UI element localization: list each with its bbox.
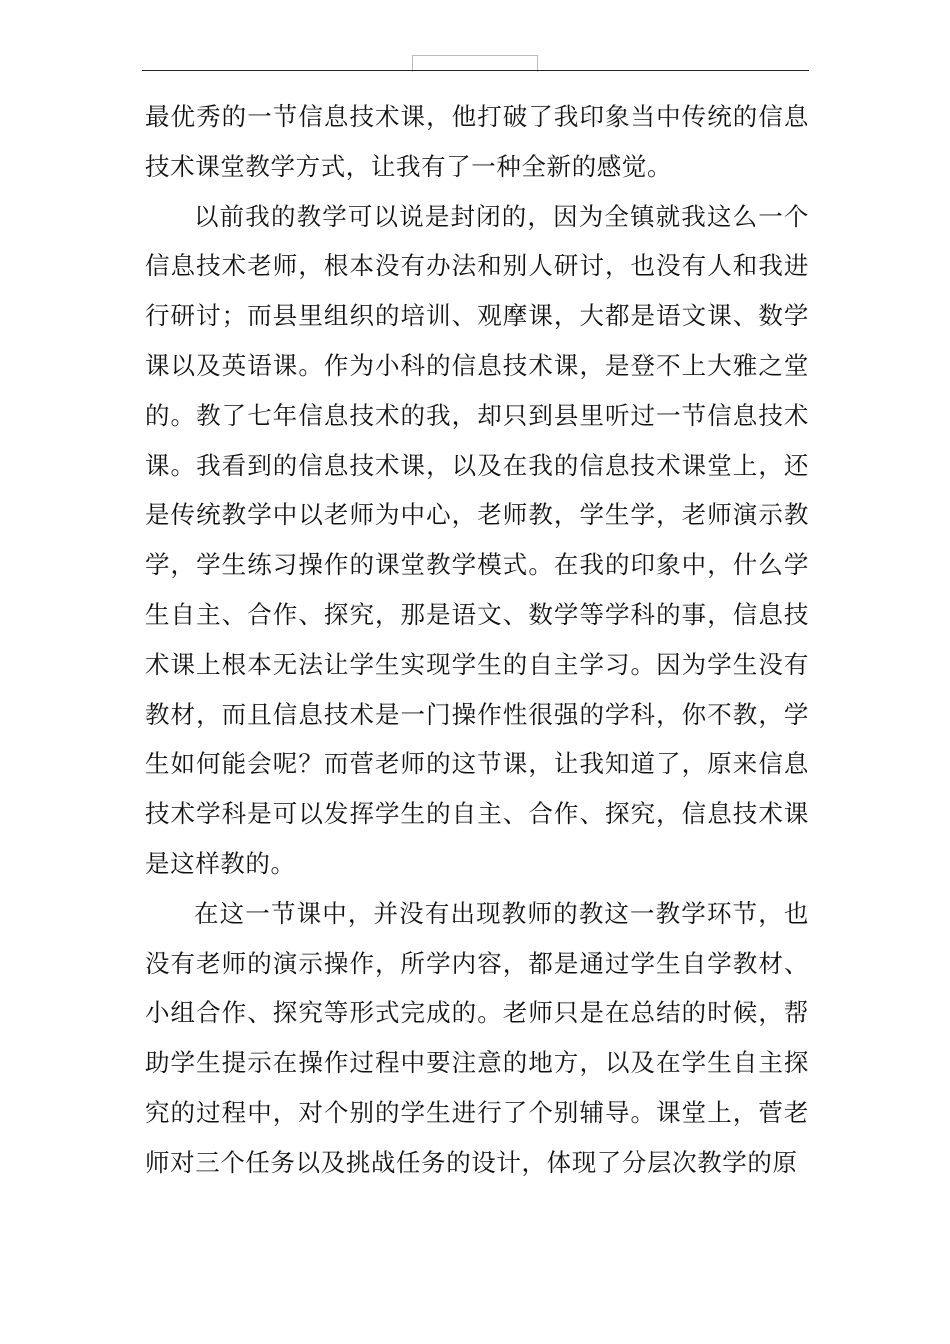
paragraph-continued: 最优秀的一节信息技术课，他打破了我印象当中传统的信息技术课堂教学方式，让我有了一种全新的感觉。 (145, 102, 809, 181)
document-body (145, 92, 809, 1188)
paragraph-previous-teaching: 以前我的教学可以说是封闭的，因为全镇就我这么一个信息技术老师，根本没有办法和别人研讨，也没有人和我进行研讨；而县里组织的培训、观摩课，大都是语文课、数学课以及英语课。作为小科的信息技术课，是登不上大雅之堂的。教了七年信息技术的我，却只到县里听过一节信息技术课。我看到的信息技术课，以及在我的信息技术课堂上，还是传统教学中以老师为中心，老师教，学生学，老师演示教学，学生练习操作的课堂教学模式。在我的印象中，什么学生自主、合作、探究，那是语文、数学等学科的事，信息技术课上根本无法让学生实现学生的自主学习。因为学生没有教材，而且信息技术是一门操作性很强的学科，你不教，学生如何能会呢？而菅老师的这节课，让我知道了，原来信息技术学科是可以发挥学生的自主、合作、探究，信息技术课是这样教的。 (145, 201, 809, 878)
paragraph-lesson-description: 在这一节课中，并没有出现教师的教这一教学环节，也没有老师的演示操作，所学内容，都是通过学生自学教材、小组合作、探究等形式完成的。老师只是在总结的时候，帮助学生提示在操作过程中要注意的地方，以及在学生自主探究的过程中，对个别的学生进行了个别辅导。课堂上，菅老师对三个任务以及挑战任务的设计，体现了分层次教学的原 (145, 898, 809, 1177)
header-rule (142, 70, 809, 71)
